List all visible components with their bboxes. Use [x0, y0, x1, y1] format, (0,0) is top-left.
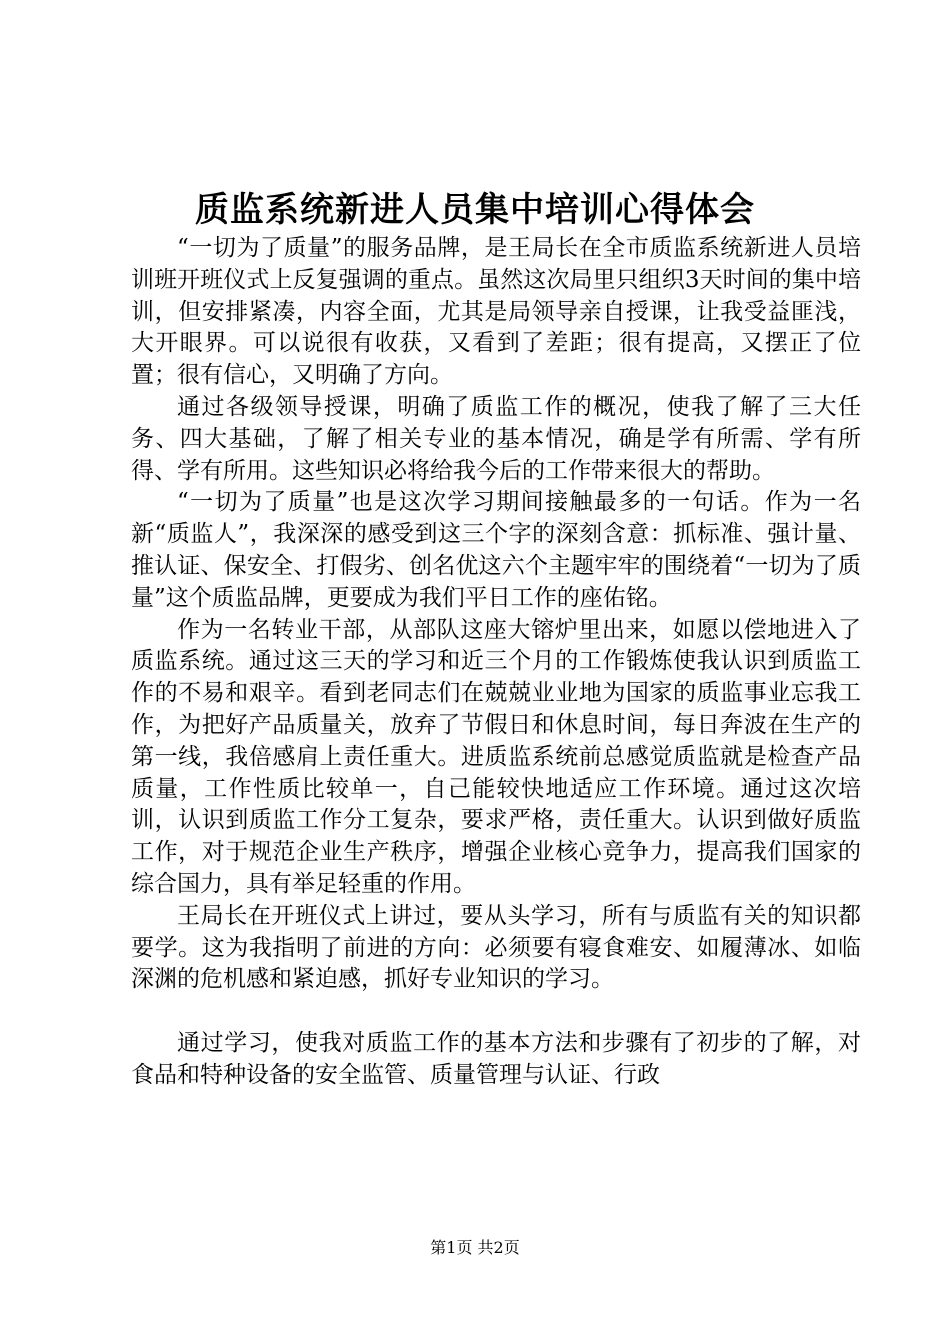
- paragraph: “一切为了质量”的服务品牌，是王局长在全市质监系统新进人员培训班开班仪式上反复强调的重点。虽然这次局里只组织3天时间的集中培训，但安排紧凑，内容全面，尤其是局领导亲自授课，让我受益匪浅，大开眼界。可以说很有收获，又看到了差距；很有提高，又摆正了位置；很有信心，又明确了方向。: [131, 235, 861, 389]
- document-body: [131, 233, 861, 1092]
- document-title: 质监系统新进人员集中培训心得体会: [195, 190, 755, 230]
- paragraph: “一切为了质量”也是这次学习期间接触最多的一句话。作为一名新“质监人”，我深深的感受到这三个字的深刻含意：抓标准、强计量、推认证、保安全、打假劣、创名优这六个主题牢牢的围绕着“一切为了质量”这个质监品牌，更要成为我们平日工作的座佑铭。: [131, 489, 861, 611]
- paragraph: 通过各级领导授课，明确了质监工作的概况，使我了解了三大任务、四大基础，了解了相关专业的基本情况，确是学有所需、学有所得、学有所用。这些知识必将给我今后的工作带来很大的帮助。: [131, 393, 861, 484]
- page-number-footer: 第1页 共2页: [430, 1238, 520, 1257]
- paragraph: 通过学习，使我对质监工作的基本方法和步骤有了初步的了解，对食品和特种设备的安全监管、质量管理与认证、行政: [131, 1029, 861, 1088]
- paragraph: 作为一名转业干部，从部队这座大镕炉里出来，如愿以偿地进入了质监系统。通过这三天的学习和近三个月的工作锻炼使我认识到质监工作的不易和艰辛。看到老同志们在兢兢业业地为国家的质监事业忘我工作，为把好产品质量关，放弃了节假日和休息时间，每日奔波在生产的第一线，我倍感肩上责任重大。进质监系统前总感觉质监就是检查产品质量，工作性质比较单一，自己能较快地适应工作环境。通过这次培训，认识到质监工作分工复杂，要求严格，责任重大。认识到做好质监工作，对于规范企业生产秩序，增强企业核心竞争力，提高我们国家的综合国力，具有举足轻重的作用。: [131, 616, 861, 897]
- paragraph: 王局长在开班仪式上讲过，要从头学习，所有与质监有关的知识都要学。这为我指明了前进的方向：必须要有寝食难安、如履薄冰、如临深渊的危机感和紧迫感，抓好专业知识的学习。: [131, 902, 861, 993]
